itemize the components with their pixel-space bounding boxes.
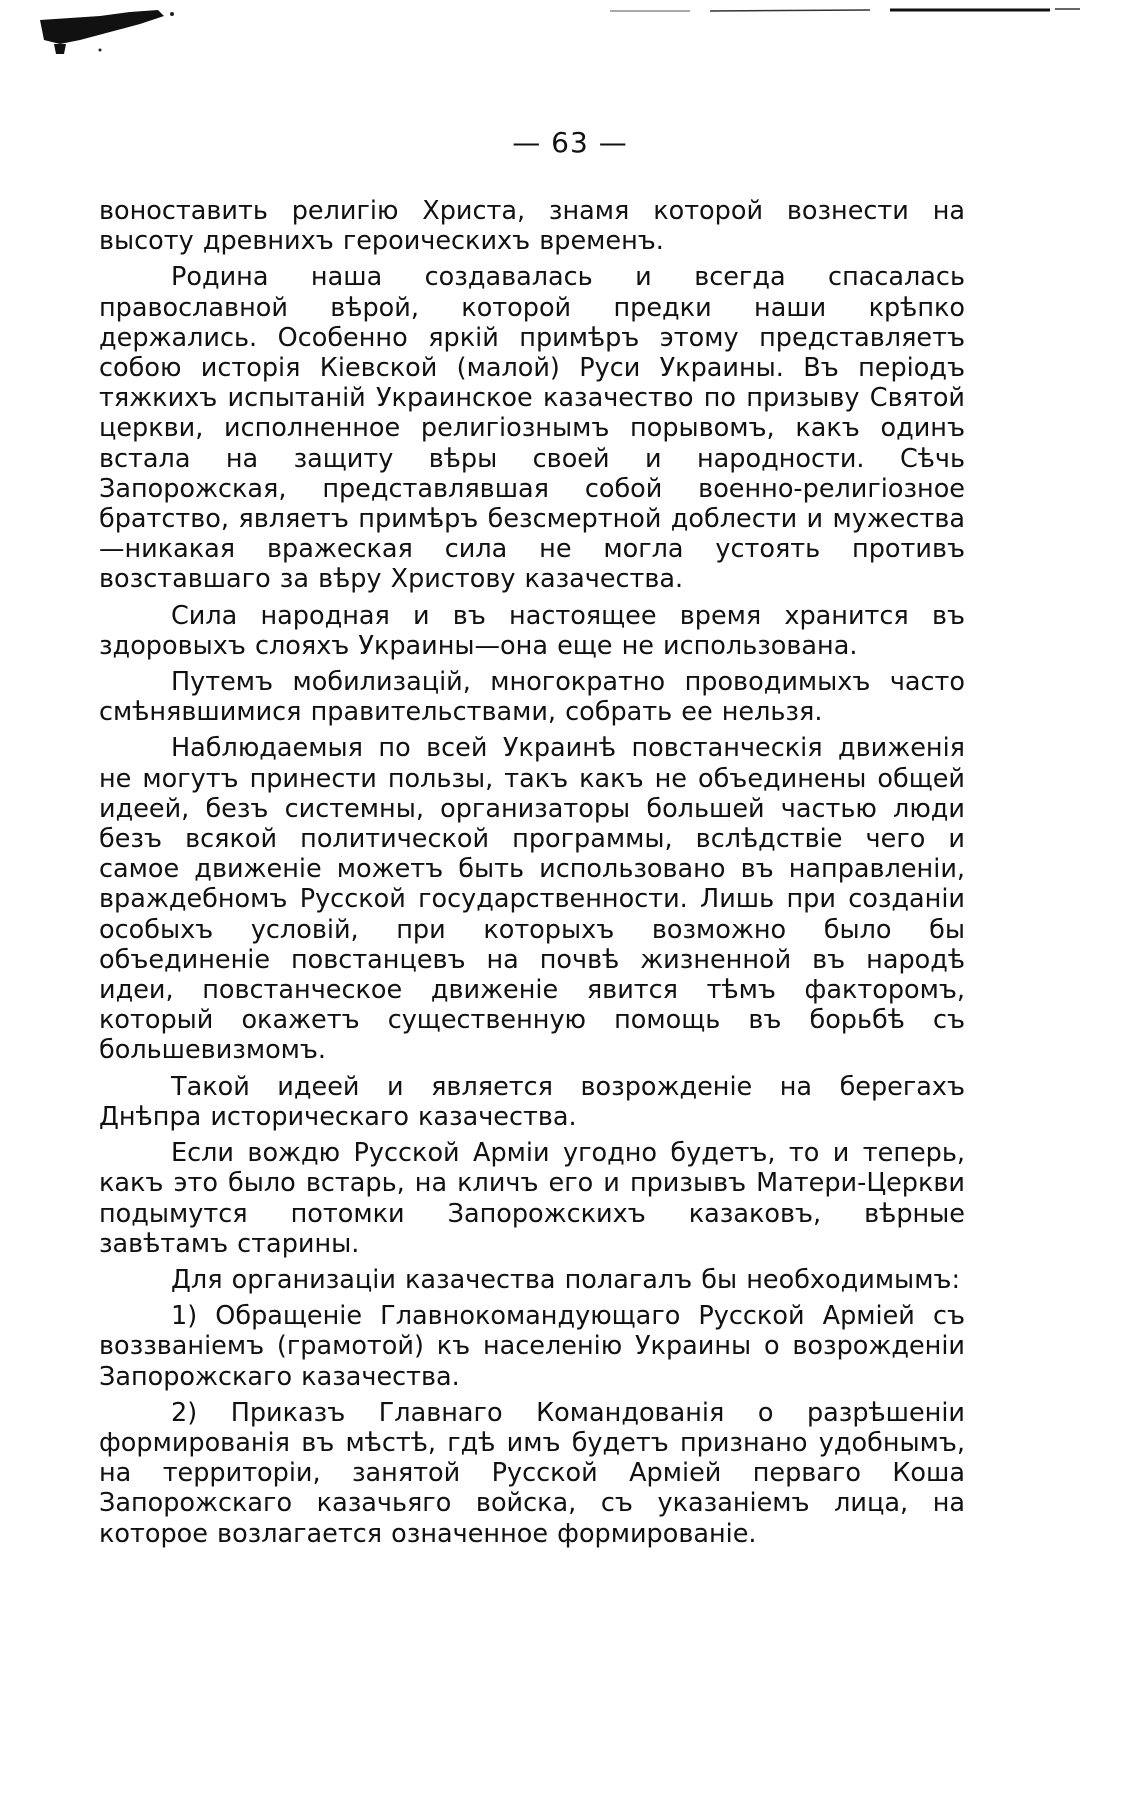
scan-smudge-mark: [40, 10, 180, 54]
paragraph: Если вождю Русской Арміи угодно будетъ, то и теперь, какъ это было встарь, на кличъ его и призывъ Матери-Церкви подымутся потомки Запорожскихъ казаковъ, вѣрные завѣтамъ старины.: [99, 1138, 965, 1259]
paragraph: Наблюдаемыя по всей Украинѣ повстанческія движенія не могутъ принести пользы, такъ какъ не объединены общей идеей, безъ системны, организаторы большей частью люди безъ всякой политической программы, вслѣдствіе чего и самое движеніе можетъ быть использовано въ направленіи, враждебномъ Русской государственности. Лишь при созданіи особыхъ условій, при которыхъ возможно было бы объединеніе повстанцевъ на почвѣ жизненной въ народѣ идеи, повстанческое движеніе явится тѣмъ факторомъ, который окажетъ существенную помощь въ борьбѣ съ большевизмомъ.: [99, 733, 965, 1066]
body-text: [99, 196, 965, 1549]
paragraph: 1) Обращеніе Главнокомандующаго Русской Арміей съ воззваніемъ (грамотой) къ населенію Украины о возрожденіи Запорожскаго казачества.: [99, 1301, 965, 1392]
paragraph: Для организаціи казачества полагалъ бы необходимымъ:: [171, 1264, 961, 1295]
paragraph: 2) Приказъ Главнаго Командованія о разрѣшеніи формированія въ мѣстѣ, гдѣ имъ будетъ признано удобнымъ, на территоріи, занятой Русской Арміей перваго Коша Запорожскаго казачьяго войска, съ указаніемъ лица, на которое возлагается означенное формированіе.: [99, 1397, 965, 1549]
page-number: — 63 —: [512, 126, 628, 159]
paragraph: Родина наша создавалась и всегда спасалась православной вѣрой, которой предки наши крѣпко держались. Особенно яркій примѣръ этому представляетъ собою исторія Кіевской (малой) Руси Украины. Въ періодъ тяжкихъ испытаній Украинское казачество по призыву Святой церкви, исполненное религіознымъ порывомъ, какъ одинъ встала на защиту вѣры своей и народности. Сѣчь Запорожская, представлявшая собой военно-религіозное братство, являетъ примѣръ безсмертной доблести и мужества—никакая вражеская сила не могла устоять противъ возставшаго за вѣру Христову казачества.: [99, 262, 965, 595]
paragraph: Путемъ мобилизацій, многократно проводимыхъ часто смѣнявшимися правительствами, собрать ее нельзя.: [99, 667, 965, 728]
paragraph: Такой идеей и является возрожденіе на берегахъ Днѣпра историческаго казачества.: [99, 1071, 965, 1132]
paragraph: Сила народная и въ настоящее время хранится въ здоровыхъ слояхъ Украины—она еще не использована.: [99, 600, 965, 661]
paragraph: воностaвить религію Христа, знамя которой вознести на высоту древнихъ героическихъ временъ.: [99, 196, 965, 257]
scan-top-rule: [610, 6, 1080, 16]
